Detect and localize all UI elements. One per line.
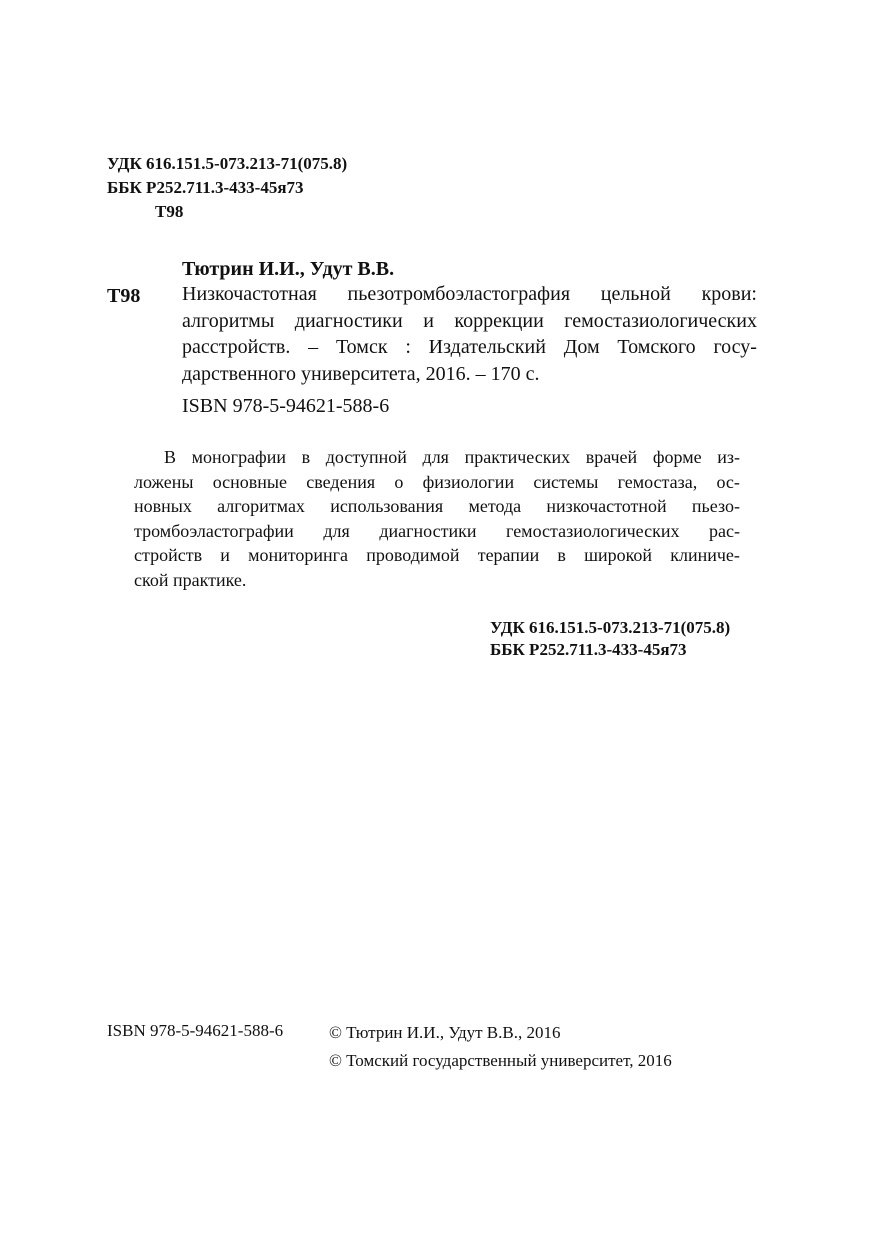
word: для: [323, 520, 350, 541]
word: алгоритмах: [217, 496, 305, 517]
copyright-authors: © Тютрин И.И., Удут В.В., 2016: [329, 1023, 561, 1042]
text-line: [134, 519, 740, 544]
classification-block-top: [107, 152, 347, 224]
bibliographic-description: [182, 281, 757, 387]
word: ложены: [134, 471, 194, 492]
word: основные: [212, 471, 288, 492]
word: крови:: [701, 283, 757, 305]
word: форме: [652, 447, 702, 467]
text-line: [182, 308, 757, 335]
word: метода: [468, 496, 522, 517]
word: гемостаза,: [617, 471, 698, 492]
word: гемостазиологических: [564, 309, 757, 332]
word: в: [301, 447, 311, 467]
record-author-sign: Т98: [107, 285, 141, 307]
word: диагностики: [379, 520, 477, 541]
word: ос-: [716, 471, 740, 492]
word: стройств: [134, 545, 203, 566]
word: использования: [330, 496, 444, 517]
udk-code: УДК 616.151.5-073.213-71(075.8): [107, 154, 348, 173]
word: тромбоэластографии: [134, 520, 294, 541]
word: госу-: [713, 336, 757, 358]
record-authors: Тютрин И.И., Удут В.В.: [182, 258, 395, 280]
word: сведения: [306, 471, 376, 492]
author-sign: Т98: [155, 202, 184, 221]
word: проводимой: [366, 545, 460, 566]
word: о: [394, 471, 404, 492]
word: монографии: [191, 447, 286, 467]
word: из-: [717, 447, 740, 467]
word: коррекции: [454, 309, 544, 332]
word: и: [220, 545, 230, 566]
word: гемостазиологических: [506, 520, 680, 541]
word: ской практике.: [134, 569, 247, 590]
text-line: [134, 568, 740, 593]
text-line: [134, 470, 740, 495]
word: в: [557, 545, 566, 566]
bbk-code: ББК Р252.711.3-433-45я73: [490, 640, 687, 659]
text-line: [134, 543, 740, 568]
word: клиниче-: [670, 545, 740, 566]
word: цельной: [600, 283, 671, 305]
annotation: [134, 445, 740, 593]
word: пьезо-: [691, 496, 740, 517]
word: Издательский: [428, 336, 546, 358]
word: новных: [134, 496, 192, 517]
word: дарственного университета, 2016. – 170 с.: [182, 362, 540, 385]
word: широкой: [584, 545, 653, 566]
word: для: [422, 447, 449, 467]
word: врачей: [585, 447, 638, 467]
footer-isbn: ISBN 978-5-94621-588-6: [107, 1021, 284, 1040]
classification-block-bottom: [490, 617, 730, 661]
word: Дом: [563, 336, 600, 358]
word: расстройств.: [182, 336, 291, 358]
text-line: [182, 334, 757, 361]
word: доступной: [325, 447, 407, 467]
text-line: [134, 494, 740, 519]
text-line: [182, 281, 757, 308]
udk-code: УДК 616.151.5-073.213-71(075.8): [490, 618, 731, 637]
word: низкочастотной: [546, 496, 667, 517]
copyright-university: © Томский государственный университет, 2016: [329, 1051, 672, 1070]
word: пьезотромбоэластография: [347, 283, 571, 305]
word: физиологии: [422, 471, 515, 492]
word: мониторинга: [248, 545, 349, 566]
text-line: [182, 361, 757, 388]
word: практических: [464, 447, 571, 467]
word: Низкочастотная: [182, 283, 317, 305]
word: алгоритмы: [182, 309, 275, 332]
word: терапии: [477, 545, 540, 566]
copyright-block: [329, 1019, 672, 1075]
word: Томск: [335, 336, 388, 358]
word: –: [308, 336, 319, 358]
word: рас-: [709, 520, 740, 541]
word: :: [405, 336, 411, 358]
bbk-code: ББК Р252.711.3-433-45я73: [107, 178, 304, 197]
word: системы: [533, 471, 599, 492]
word: и: [423, 309, 434, 332]
record-isbn: ISBN 978-5-94621-588-6: [182, 395, 390, 417]
word: диагностики: [294, 309, 403, 332]
text-line: [134, 445, 740, 470]
word: В: [164, 447, 177, 467]
word: Томского: [617, 336, 696, 358]
